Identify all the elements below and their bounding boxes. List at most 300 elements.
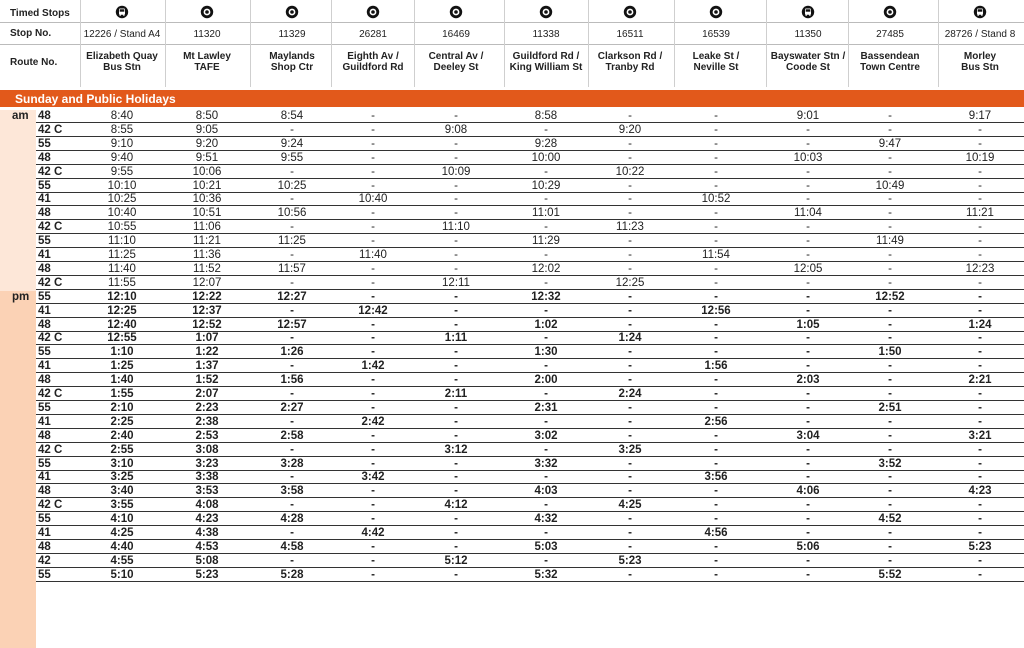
time-cell: - <box>714 346 718 359</box>
stop-number: 11350 <box>794 29 822 40</box>
time-cell: 11:25 <box>108 249 136 261</box>
time-cell: 10:06 <box>192 165 222 178</box>
time-cell: - <box>544 249 548 261</box>
timed-stop-icon <box>366 5 380 19</box>
time-cell: - <box>628 249 632 261</box>
time-cell: 5:23 <box>968 540 992 553</box>
time-cell: 10:40 <box>107 207 137 220</box>
time-cell: - <box>888 527 892 539</box>
time-cell: - <box>888 249 892 261</box>
time-cell: - <box>371 513 375 526</box>
stop-number: 26281 <box>359 29 387 40</box>
route-no-label: Route No. <box>10 57 58 68</box>
time-cell: - <box>714 221 718 234</box>
time-cell: - <box>290 332 294 345</box>
stop-number: 16469 <box>442 29 470 40</box>
time-cell: - <box>714 165 718 178</box>
time-cell: 12:32 <box>531 290 561 303</box>
timed-stop-icon <box>883 5 897 19</box>
time-cell: - <box>371 485 375 498</box>
time-cell: - <box>544 304 548 317</box>
route-number: 41 <box>38 527 51 539</box>
time-cell: - <box>978 401 982 414</box>
time-cell: - <box>888 207 892 220</box>
table-row <box>0 569 1024 581</box>
time-cell: 3:28 <box>280 457 304 470</box>
time-cell: - <box>978 332 982 345</box>
time-cell: - <box>806 332 810 345</box>
route-number: 41 <box>38 415 51 428</box>
service-banner <box>0 90 1024 107</box>
time-cell: 12:52 <box>875 290 905 303</box>
time-cell: 3:04 <box>796 429 820 442</box>
time-cell: - <box>371 318 375 331</box>
time-cell: 5:23 <box>195 568 219 581</box>
time-cell: 4:10 <box>110 513 134 526</box>
table-row <box>0 207 1024 219</box>
table-row <box>0 235 1024 247</box>
time-cell: 3:38 <box>195 471 219 484</box>
stop-name: Clarkson Rd / Tranby Rd <box>597 51 663 73</box>
time-cell: - <box>888 415 892 428</box>
table-row <box>0 193 1024 205</box>
table-row <box>0 277 1024 289</box>
time-cell: 5:10 <box>110 568 134 581</box>
time-cell: 11:21 <box>966 207 994 220</box>
time-cell: - <box>806 554 810 567</box>
time-cell: - <box>290 415 294 428</box>
time-cell: 5:28 <box>280 568 304 581</box>
time-cell: 9:28 <box>534 137 558 150</box>
time-cell: - <box>628 401 632 414</box>
time-cell: 3:52 <box>878 457 902 470</box>
time-cell: - <box>371 429 375 442</box>
time-cell: 2:58 <box>280 429 304 442</box>
time-cell: - <box>806 443 810 456</box>
time-cell: - <box>806 388 810 400</box>
time-cell: - <box>978 221 982 234</box>
banner-title: Sunday and Public Holidays <box>15 92 176 106</box>
time-cell: - <box>290 499 294 512</box>
time-cell: - <box>888 485 892 498</box>
time-cell: - <box>888 332 892 345</box>
timed-stop-icon <box>285 5 299 19</box>
time-cell: - <box>806 276 810 289</box>
time-cell: 2:53 <box>195 429 219 442</box>
table-row <box>0 374 1024 386</box>
time-cell: 2:00 <box>534 374 558 387</box>
time-cell: - <box>454 151 458 164</box>
time-cell: - <box>454 346 458 359</box>
time-cell: - <box>714 457 718 470</box>
stop-name: Guildford Rd / King William St <box>509 51 583 73</box>
time-cell: - <box>714 554 718 567</box>
time-cell: - <box>290 527 294 539</box>
time-cell: 10:09 <box>441 165 471 178</box>
route-number: 42 C <box>38 221 63 234</box>
time-cell: - <box>628 207 632 220</box>
time-cell: - <box>806 415 810 428</box>
pm-label: pm <box>12 290 30 303</box>
route-number: 42 C <box>38 276 63 289</box>
time-cell: 4:25 <box>110 527 134 539</box>
time-cell: - <box>714 123 718 136</box>
time-cell: - <box>371 332 375 345</box>
time-cell: 10:51 <box>192 207 222 220</box>
route-number: 41 <box>38 360 51 373</box>
bus-station-icon <box>801 5 815 19</box>
time-cell: - <box>628 513 632 526</box>
time-cell: - <box>888 221 892 234</box>
time-cell: - <box>978 499 982 512</box>
time-cell: - <box>714 290 718 303</box>
time-cell: 10:29 <box>531 179 561 192</box>
time-cell: - <box>628 415 632 428</box>
time-cell: - <box>290 276 294 289</box>
time-cell: - <box>544 123 548 136</box>
time-cell: - <box>544 388 548 400</box>
time-cell: - <box>454 401 458 414</box>
table-row <box>0 471 1024 483</box>
time-cell: 10:40 <box>358 193 388 206</box>
stop-name: Central Av / Deeley St <box>428 51 484 73</box>
time-cell: - <box>454 415 458 428</box>
time-cell: - <box>978 457 982 470</box>
time-cell: - <box>888 429 892 442</box>
time-cell: - <box>454 374 458 387</box>
time-cell: - <box>888 110 892 122</box>
table-row <box>0 346 1024 358</box>
time-cell: 1:40 <box>110 374 134 387</box>
time-cell: - <box>454 429 458 442</box>
time-cell: 4:28 <box>280 513 304 526</box>
time-cell: - <box>978 304 982 317</box>
time-cell: - <box>978 443 982 456</box>
time-cell: - <box>978 415 982 428</box>
time-cell: - <box>290 249 294 261</box>
time-cell: 12:02 <box>531 262 561 275</box>
table-row <box>0 555 1024 567</box>
time-cell: 11:21 <box>193 235 221 248</box>
time-cell: - <box>454 318 458 331</box>
route-number: 55 <box>38 235 51 248</box>
time-cell: - <box>888 318 892 331</box>
time-cell: - <box>290 554 294 567</box>
time-cell: - <box>290 193 294 206</box>
time-cell: 4:23 <box>195 513 219 526</box>
time-cell: 12:27 <box>277 290 307 303</box>
time-cell: - <box>371 221 375 234</box>
timed-stop-icon <box>200 5 214 19</box>
time-cell: - <box>888 471 892 484</box>
time-cell: - <box>544 471 548 484</box>
stop-name: Bassendean Town Centre <box>860 51 920 73</box>
time-cell: 2:10 <box>110 401 134 414</box>
time-cell: 10:00 <box>531 151 561 164</box>
time-cell: - <box>888 262 892 275</box>
time-cell: 5:03 <box>534 540 558 553</box>
time-cell: 10:25 <box>107 193 137 206</box>
time-cell: 4:56 <box>704 527 728 539</box>
table-row <box>0 430 1024 442</box>
time-cell: - <box>806 346 810 359</box>
time-cell: 2:25 <box>110 415 134 428</box>
time-cell: 11:40 <box>359 249 387 261</box>
time-cell: - <box>978 235 982 248</box>
time-cell: 12:05 <box>793 262 823 275</box>
time-cell: 12:56 <box>701 304 731 317</box>
time-cell: 9:20 <box>618 123 642 136</box>
time-cell: 10:36 <box>192 193 222 206</box>
time-cell: 3:21 <box>968 429 992 442</box>
stop-name: Morley Bus Stn <box>961 51 999 73</box>
time-cell: 1:42 <box>361 360 385 373</box>
time-cell: - <box>888 304 892 317</box>
time-cell: 12:10 <box>107 290 137 303</box>
time-cell: - <box>371 179 375 192</box>
time-cell: - <box>454 290 458 303</box>
time-cell: - <box>454 360 458 373</box>
time-cell: - <box>714 540 718 553</box>
route-number: 41 <box>38 193 51 206</box>
time-cell: 1:37 <box>195 360 219 373</box>
time-cell: - <box>888 123 892 136</box>
timed-stop-icon <box>709 5 723 19</box>
time-cell: - <box>806 471 810 484</box>
time-cell: 2:23 <box>195 401 219 414</box>
time-cell: - <box>806 527 810 539</box>
time-cell: - <box>371 151 375 164</box>
time-cell: 4:38 <box>195 527 219 539</box>
route-number: 42 C <box>38 332 63 345</box>
time-cell: 4:12 <box>444 499 468 512</box>
time-cell: 11:23 <box>616 221 644 234</box>
time-cell: - <box>978 513 982 526</box>
stop-number: 28726 / Stand 8 <box>944 29 1016 40</box>
time-cell: - <box>888 360 892 373</box>
time-cell: - <box>628 346 632 359</box>
time-cell: - <box>978 276 982 289</box>
time-cell: 1:07 <box>195 332 219 345</box>
time-cell: - <box>978 137 982 150</box>
time-cell: - <box>628 429 632 442</box>
time-cell: 9:01 <box>796 110 820 122</box>
time-cell: 10:55 <box>107 221 137 234</box>
timed-stop-icon <box>539 5 553 19</box>
stop-name: Maylands Shop Ctr <box>269 51 315 73</box>
route-number: 55 <box>38 401 51 414</box>
time-cell: 8:58 <box>534 110 558 122</box>
route-number: 42 <box>38 554 51 567</box>
table-row <box>0 249 1024 261</box>
time-cell: 2:40 <box>110 429 134 442</box>
table-row <box>0 416 1024 428</box>
time-cell: - <box>628 137 632 150</box>
time-cell: - <box>628 193 632 206</box>
time-cell: 4:06 <box>796 485 820 498</box>
stop-number: 11320 <box>193 29 221 40</box>
time-cell: 4:58 <box>280 540 304 553</box>
time-cell: - <box>978 568 982 581</box>
time-cell: - <box>290 443 294 456</box>
bus-station-icon <box>973 5 987 19</box>
time-cell: - <box>544 332 548 345</box>
stop-number: 27485 <box>876 29 904 40</box>
time-cell: - <box>978 471 982 484</box>
time-cell: - <box>978 123 982 136</box>
stop-number: 16539 <box>702 29 730 40</box>
time-cell: 11:36 <box>193 249 221 261</box>
route-number: 41 <box>38 304 51 317</box>
timed-stops-label: Timed Stops <box>10 8 70 19</box>
route-number: 48 <box>38 207 51 220</box>
stop-no-label: Stop No. <box>10 28 52 39</box>
time-cell: - <box>714 318 718 331</box>
time-cell: - <box>628 110 632 122</box>
time-cell: 3:12 <box>444 443 468 456</box>
time-cell: - <box>714 235 718 248</box>
time-cell: - <box>544 527 548 539</box>
time-cell: 5:23 <box>618 554 642 567</box>
time-cell: - <box>628 374 632 387</box>
time-cell: 12:22 <box>192 290 222 303</box>
time-cell: - <box>806 137 810 150</box>
time-cell: - <box>978 388 982 400</box>
time-cell: 3:25 <box>110 471 134 484</box>
time-cell: - <box>806 179 810 192</box>
time-cell: - <box>888 276 892 289</box>
time-cell: - <box>544 443 548 456</box>
time-cell: - <box>714 151 718 164</box>
time-cell: 11:04 <box>794 207 822 220</box>
time-cell: - <box>544 276 548 289</box>
am-label: am <box>12 110 29 122</box>
time-cell: 10:22 <box>615 165 645 178</box>
time-cell: 2:38 <box>195 415 219 428</box>
time-cell: - <box>454 485 458 498</box>
time-cell: - <box>454 527 458 539</box>
time-cell: 2:21 <box>968 374 992 387</box>
table-row <box>0 152 1024 164</box>
time-cell: 4:32 <box>534 513 558 526</box>
route-number: 48 <box>38 485 51 498</box>
time-cell: 9:05 <box>195 123 219 136</box>
time-cell: - <box>628 568 632 581</box>
time-cell: 1:56 <box>704 360 728 373</box>
route-number: 48 <box>38 374 51 387</box>
time-cell: 11:25 <box>278 235 306 248</box>
table-row <box>0 513 1024 525</box>
time-cell: - <box>714 179 718 192</box>
time-cell: 10:10 <box>107 179 137 192</box>
time-cell: 3:32 <box>534 457 558 470</box>
time-cell: - <box>806 165 810 178</box>
time-cell: - <box>806 360 810 373</box>
time-cell: 1:25 <box>110 360 134 373</box>
route-number: 42 C <box>38 165 63 178</box>
time-cell: - <box>888 193 892 206</box>
route-number: 48 <box>38 151 51 164</box>
time-cell: - <box>628 151 632 164</box>
time-cell: 1:22 <box>195 346 219 359</box>
route-number: 55 <box>38 290 51 303</box>
time-cell: - <box>454 207 458 220</box>
time-cell: - <box>806 513 810 526</box>
time-cell: 3:53 <box>195 485 219 498</box>
time-cell: 11:57 <box>278 262 306 275</box>
time-cell: 1:30 <box>534 346 558 359</box>
time-cell: - <box>290 123 294 136</box>
stop-name: Elizabeth Quay Bus Stn <box>86 51 158 73</box>
time-cell: 10:52 <box>701 193 731 206</box>
time-cell: - <box>371 207 375 220</box>
time-cell: - <box>290 388 294 400</box>
table-row <box>0 444 1024 456</box>
time-cell: - <box>628 360 632 373</box>
time-cell: 11:40 <box>108 262 136 275</box>
time-cell: - <box>714 110 718 122</box>
bus-station-icon <box>115 5 129 19</box>
time-cell: - <box>371 568 375 581</box>
time-cell: 1:24 <box>618 332 642 345</box>
time-cell: 2:31 <box>534 401 558 414</box>
stop-number: 12226 / Stand A4 <box>83 29 161 40</box>
time-cell: - <box>371 262 375 275</box>
time-cell: - <box>290 304 294 317</box>
time-cell: - <box>371 346 375 359</box>
route-number: 41 <box>38 471 51 484</box>
time-cell: - <box>628 262 632 275</box>
time-cell: 12:25 <box>107 304 137 317</box>
time-cell: 11:06 <box>193 221 221 234</box>
route-number: 48 <box>38 540 51 553</box>
time-cell: 1:10 <box>110 346 134 359</box>
time-cell: - <box>371 137 375 150</box>
time-cell: 2:27 <box>280 401 304 414</box>
time-cell: - <box>454 568 458 581</box>
time-cell: 3:42 <box>361 471 385 484</box>
time-cell: - <box>628 527 632 539</box>
time-cell: - <box>888 388 892 400</box>
time-cell: 3:40 <box>110 485 134 498</box>
table-row <box>0 221 1024 233</box>
time-cell: 10:25 <box>277 179 307 192</box>
time-cell: - <box>371 457 375 470</box>
time-cell: 1:02 <box>534 318 558 331</box>
time-cell: - <box>806 499 810 512</box>
time-cell: - <box>888 443 892 456</box>
time-cell: - <box>454 471 458 484</box>
time-cell: - <box>290 165 294 178</box>
time-cell: 10:49 <box>875 179 905 192</box>
time-cell: 4:25 <box>618 499 642 512</box>
time-cell: 3:10 <box>110 457 134 470</box>
time-cell: 5:52 <box>878 568 902 581</box>
route-number: 48 <box>38 318 51 331</box>
route-number: 48 <box>38 110 51 122</box>
time-cell: 11:49 <box>876 235 904 248</box>
time-cell: 12:37 <box>192 304 222 317</box>
time-cell: - <box>806 457 810 470</box>
time-cell: 5:08 <box>195 554 219 567</box>
time-cell: 11:01 <box>532 207 560 220</box>
time-cell: - <box>888 554 892 567</box>
time-cell: 3:02 <box>534 429 558 442</box>
route-number: 42 C <box>38 388 63 400</box>
route-number: 55 <box>38 346 51 359</box>
time-cell: 5:06 <box>796 540 820 553</box>
time-cell: - <box>714 374 718 387</box>
